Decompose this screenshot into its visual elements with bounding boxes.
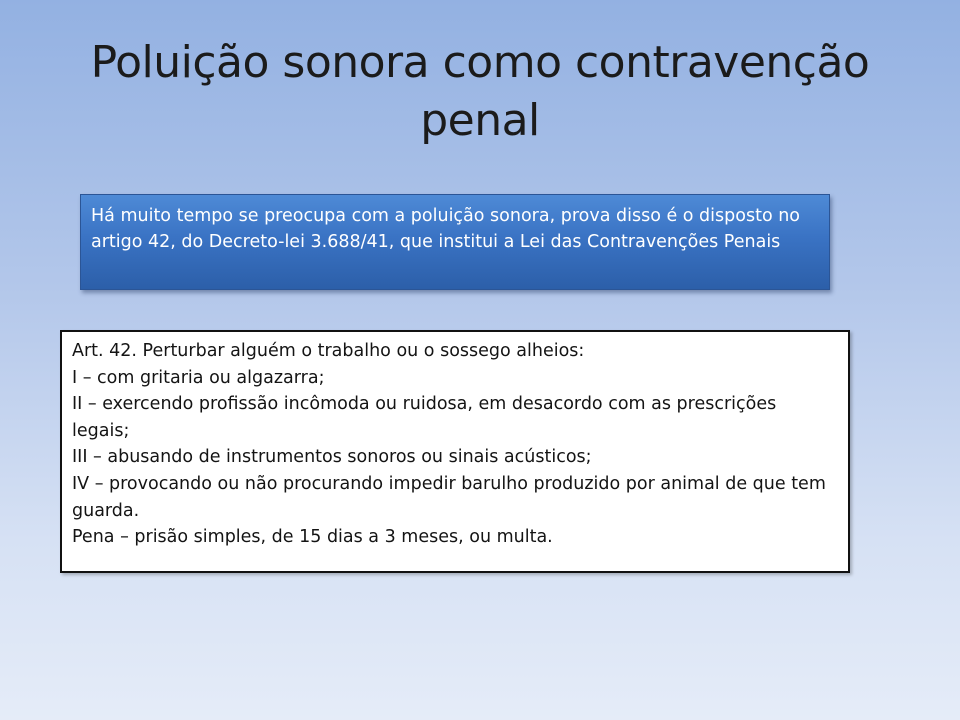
article-heading: Art. 42. Perturbar alguém o trabalho ou o sossego alheios:	[72, 341, 585, 361]
article-item-i: I – com gritaria ou algazarra;	[72, 367, 325, 388]
article-item-iii: III – abusando de instrumentos sonoros ou sinais acústicos;	[72, 447, 592, 468]
article-text-box	[60, 330, 850, 573]
intro-text-box: Há muito tempo se preocupa com a poluição sonora, prova disso é o disposto no artigo 42, do Decreto-lei 3.688/41, que institui a Lei das Contravenções Penais	[80, 194, 830, 290]
article-item-iv: IV – provocando ou não procurando impedir barulho produzido por animal de que tem guarda.	[72, 473, 826, 521]
article-penalty: Pena – prisão simples, de 15 dias a 3 meses, ou multa.	[72, 527, 553, 548]
slide-title: Poluição sonora como contravenção penal	[90, 37, 870, 146]
article-item-ii: II – exercendo profissão incômoda ou ruidosa, em desacordo com as prescrições legais;	[72, 394, 777, 441]
